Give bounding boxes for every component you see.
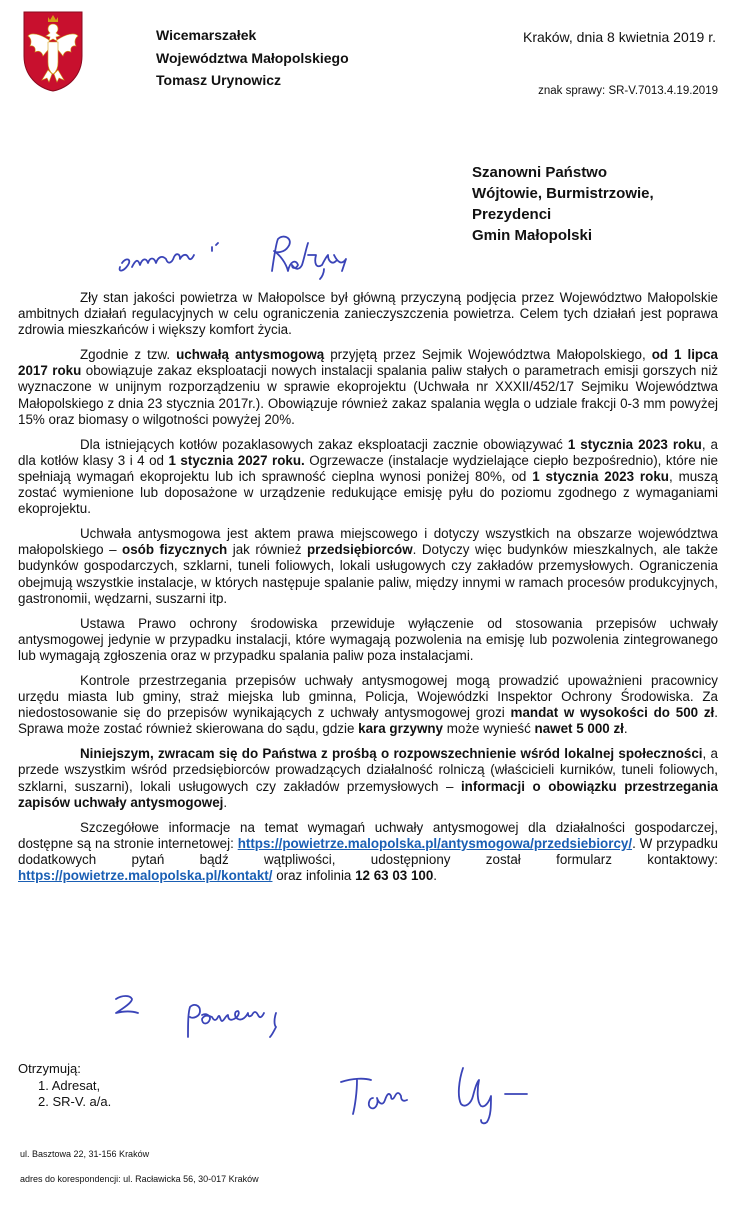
letter-body xyxy=(18,290,718,893)
p2-text-c: obowiązuje zakaz eksploatacji nowych instalacji spalania paliw stałych o parametrach emisji gorszych niż wyznaczone w unijnym rozporządzeniu w sprawie ekoprojektu (Uchwała nr XXXII/452/17 Sejmiku Województwa Małopolskiego z dnia 23 stycznia 2017r.). Obowiązuje również zakaz spalania węgla o udziale frakcji 0-3 mm powyżej 15% oraz biomasy o wilgotności powyżej 20%. xyxy=(18,363,718,427)
p4-text-b: jak również xyxy=(227,542,307,558)
p6-bold-a: mandat w wysokości do 500 zł xyxy=(510,705,715,721)
recipients-list xyxy=(18,1061,111,1111)
recipients-item-1: 1. Adresat, xyxy=(38,1077,101,1093)
p4-bold-a: osób fizycznych xyxy=(122,542,228,558)
sender-name: Tomasz Urynowicz xyxy=(156,72,281,88)
p6-text-b: . Sprawa może zostać również skierowana do sądu, gdzie xyxy=(18,705,718,737)
p3-text-a: Dla istniejących kotłów pozaklasowych zakaz eksploatacji zacznie obowiązywać xyxy=(80,436,568,452)
coat-of-arms-logo xyxy=(22,10,84,92)
p3-bold-b: 1 stycznia 2027 roku. xyxy=(168,452,305,468)
paragraph-6 xyxy=(18,673,718,737)
paragraph-4 xyxy=(18,526,718,606)
case-reference: znak sprawy: SR-V.7013.4.19.2019 xyxy=(538,85,718,97)
link-przedsiebiorcy[interactable]: https://powietrze.malopolska.pl/antysmogowa/przedsiebiorcy/ xyxy=(237,835,633,851)
sender-block xyxy=(156,24,349,92)
p5-text: Ustawa Prawo ochrony środowiska przewiduje wyłączenie od stosowania przepisów uchwały antysmogowej jedynie w przypadku instalacji, które wymagają pozwolenia na emisję lub pozwolenia zintegrowanego lub wymagają zgłoszenia oraz w przypadku spalania paliw poza instalacjami. xyxy=(18,615,718,663)
handwritten-closing xyxy=(108,985,348,1055)
paragraph-7 xyxy=(18,746,718,810)
paragraph-5 xyxy=(18,616,718,664)
p7-bold-b: informacji o obowiązku przestrzegania zapisów uchwały antysmogowej xyxy=(18,778,718,810)
link-kontakt[interactable]: https://powietrze.malopolska.pl/kontakt/ xyxy=(18,868,273,883)
sender-title: Wicemarszałek xyxy=(156,27,257,43)
p2-bold-b: od 1 lipca 2017 roku xyxy=(18,347,718,379)
p2-bold-a: uchwałą antysmogową xyxy=(176,347,325,363)
p6-bold-c: nawet 5 000 zł xyxy=(534,721,624,737)
handwritten-greeting xyxy=(112,225,402,285)
recipient-line-3: Prezydenci xyxy=(472,206,552,223)
p1-text: Zły stan jakości powietrza w Małopolsce był główną przyczyną podjęcia przez Województwo Małopolskie ambitnych działań regulacyjnych w celu ograniczenia zanieczyszczenia powietrza. Celem tych działań jest poprawa zdrowia mieszkańców i większy komfort życia. xyxy=(18,290,718,338)
p4-text-c: . Dotyczy więc budynków mieszkalnych, ale także budynków gospodarczych, szklarni, tuneli foliowych, lokali usługowych czy zakładów przemysłowych. Ograniczenia obejmują wszystkie instalacje, w których następuje spalanie paliw, między innymi w ramach procesów produkcyjnych, gastronomii, wędzarni, suszarni itp. xyxy=(18,542,718,606)
p6-text-a: Kontrole przestrzegania przepisów uchwały antysmogowej mogą prowadzić upoważnieni pracownicy urzędu miasta lub gminy, straż miejska lub gminna, Policja, Wojewódzki Inspektor Ochrony Środowiska. Za niedostosowanie się do przepisów wynikających z uchwały antysmogowej grozi xyxy=(18,672,718,721)
p4-bold-b: przedsiębiorców xyxy=(306,542,413,558)
paragraph-2 xyxy=(18,347,718,427)
recipient-line-4: Gmin Małopolski xyxy=(472,227,593,244)
letter-date: Kraków, dnia 8 kwietnia 2019 r. xyxy=(522,29,716,45)
paragraph-1 xyxy=(18,290,718,338)
hotline-number: 12 63 03 100 xyxy=(355,868,434,883)
p7-text-a: , a przede wszystkim wśród przedsiębiorców prowadzących działalność rolniczą (właścicieli kurników, tuneli foliowych, szklarni, suszarni), lokali usługowych czy zakładów przemysłowych – xyxy=(18,746,718,794)
p3-text-d: , muszą zostać wymienione lub doposażone w urządzenie redukujące emisję pyłu do poziomu zgodnego z wymaganiami ekoprojektu. xyxy=(18,468,719,517)
recipients-title: Otrzymują: xyxy=(18,1061,81,1076)
p8-text-a: Szczegółowe informacje na temat wymagań uchwały antysmogowej dla działalności gospodarczej, dostępne są na stronie internetowej: xyxy=(18,819,718,851)
p6-text-c: może wynieść xyxy=(443,721,535,737)
p2-text-a: Zgodnie z tzw. xyxy=(80,347,177,363)
footer-address: ul. Basztowa 22, 31-156 Kraków xyxy=(20,1149,150,1159)
p7-text-b: . xyxy=(223,794,228,810)
handwritten-signature xyxy=(335,1060,565,1130)
p3-bold-c: 1 stycznia 2023 roku xyxy=(532,468,669,484)
recipient-block xyxy=(472,162,654,246)
p3-text-c: Ogrzewacze (instalacje wydzielające ciepło bezpośrednio), które nie spełniają wymagań ekoprojektu lub ich sprawność cieplna wynosi poniżej 80%, od xyxy=(18,452,719,484)
recipient-line-2: Wójtowie, Burmistrzowie, xyxy=(472,185,654,202)
p8-text-c: oraz infolinia xyxy=(272,868,356,883)
p4-text-a: Uchwała antysmogowa jest aktem prawa miejscowego i dotyczy wszystkich na obszarze województwa małopolskiego – xyxy=(18,526,718,558)
paragraph-3 xyxy=(18,437,718,517)
recipients-item-2: 2. SR-V. a/a. xyxy=(38,1094,112,1109)
p7-bold-a: Niniejszym, zwracam się do Państwa z prośbą o rozpowszechnienie wśród lokalnej społeczności xyxy=(80,746,703,762)
footer-correspondence-address: adres do korespondencji: ul. Racławicka 56, 30-017 Kraków xyxy=(20,1174,259,1184)
p3-bold-a: 1 stycznia 2023 roku xyxy=(567,436,702,452)
p2-text-b: przyjętą przez Sejmik Województwa Małopolskiego, xyxy=(324,347,652,363)
p3-text-b: , a dla kotłów klasy 3 i 4 od xyxy=(18,436,718,468)
recipient-salutation: Szanowni Państwo xyxy=(472,164,608,181)
p6-text-d: . xyxy=(623,721,628,737)
p8-text-b: . W przypadku dodatkowych pytań bądź wątpliwości, udostępniony został formularz kontaktowy: xyxy=(18,835,718,867)
p8-text-d: . xyxy=(433,868,438,883)
paragraph-8 xyxy=(18,820,718,884)
sender-office: Województwa Małopolskiego xyxy=(156,49,349,66)
p6-bold-b: kara grzywny xyxy=(358,721,444,737)
